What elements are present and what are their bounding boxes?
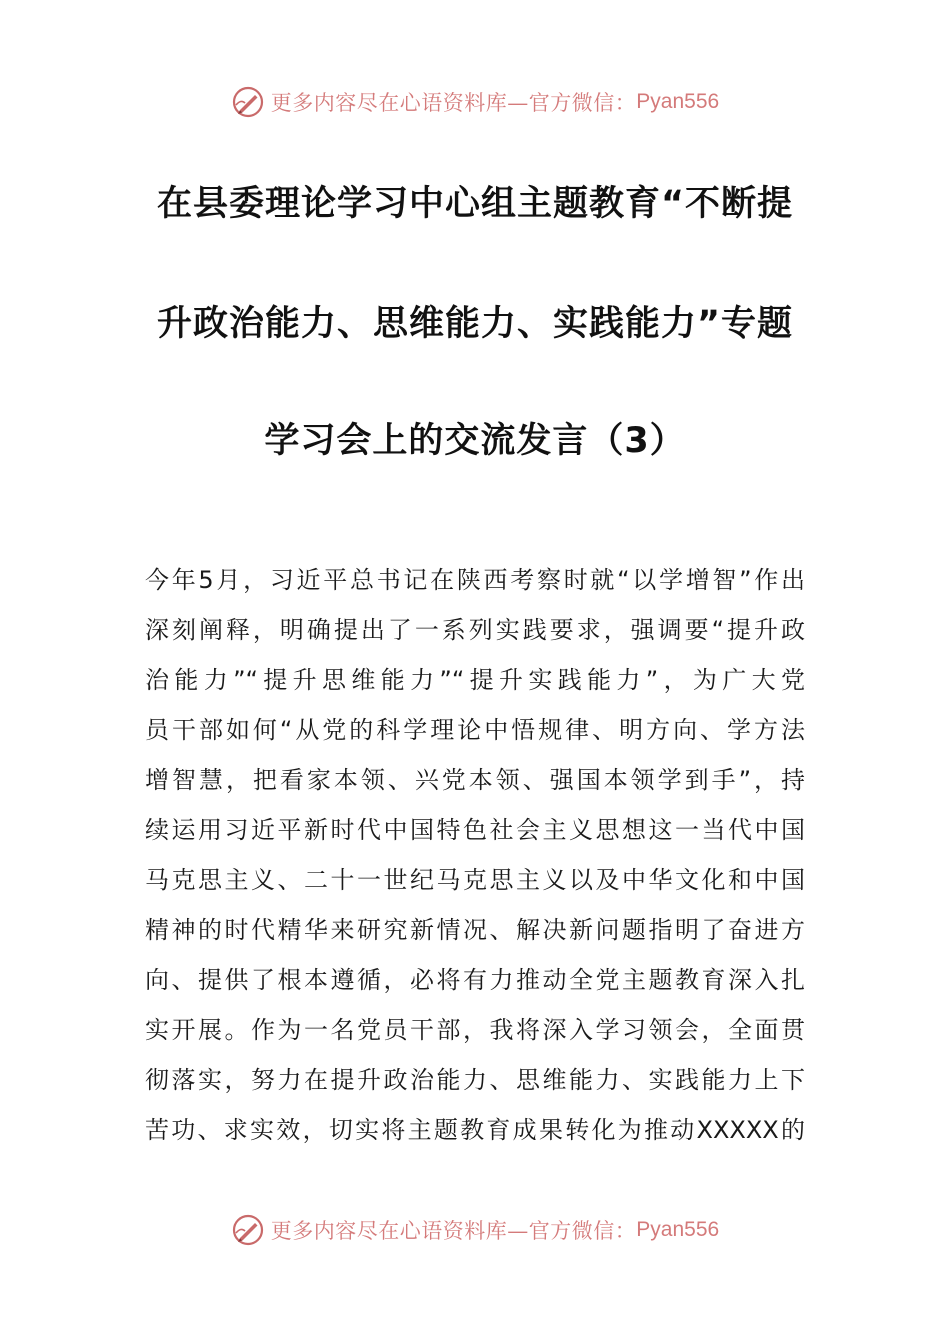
body-text-line: 续运用习近平新时代中国特色社会主义思想这一当代中国 (145, 816, 805, 844)
header-banner-text: 更多内容尽在心语资料库—官方微信： (270, 91, 637, 115)
pen-logo-icon (231, 1213, 265, 1247)
body-text-line: 增智慧，把看家本领、兴党本领、强国本领学到手”，持 (145, 766, 805, 794)
body-text-line: 今年5月，习近平总书记在陕西考察时就“以学增智”作出 (145, 566, 805, 594)
body-text-line: 深刻阐释，明确提出了一系列实践要求，强调要“提升政 (145, 616, 805, 644)
body-text-line: 苦功、求实效，切实将主题教育成果转化为推动XXXXX的 (145, 1116, 805, 1144)
document-title-line-1: 在县委理论学习中心组主题教育“不断提 (156, 184, 793, 224)
body-text-line: 彻落实，努力在提升政治能力、思维能力、实践能力上下 (145, 1066, 805, 1094)
document-title-line-2: 升政治能力、思维能力、实践能力”专题 (156, 304, 793, 344)
footer-banner-text: 更多内容尽在心语资料库—官方微信： (270, 1219, 637, 1243)
document-title-line-3: 学习会上的交流发言（3） (264, 421, 686, 461)
footer-banner-wechat-id: Pyan556 (636, 1218, 720, 1241)
body-text-line: 实开展。作为一名党员干部，我将深入学习领会，全面贯 (145, 1016, 805, 1044)
body-text-line: 向、提供了根本遵循，必将有力推动全党主题教育深入扎 (145, 966, 805, 994)
pen-logo-icon (231, 85, 265, 119)
header-banner (0, 82, 950, 122)
footer-banner (0, 1210, 950, 1250)
body-text-line: 员干部如何“从党的科学理论中悟规律、明方向、学方法 (145, 716, 805, 744)
header-banner-wechat-id: Pyan556 (636, 90, 720, 113)
body-text-line: 精神的时代精华来研究新情况、解决新问题指明了奋进方 (145, 916, 805, 944)
body-text-line: 治能力”“提升思维能力”“提升实践能力”，为广大党 (145, 666, 805, 694)
body-text-line: 马克思主义、二十一世纪马克思主义以及中华文化和中国 (145, 866, 805, 894)
